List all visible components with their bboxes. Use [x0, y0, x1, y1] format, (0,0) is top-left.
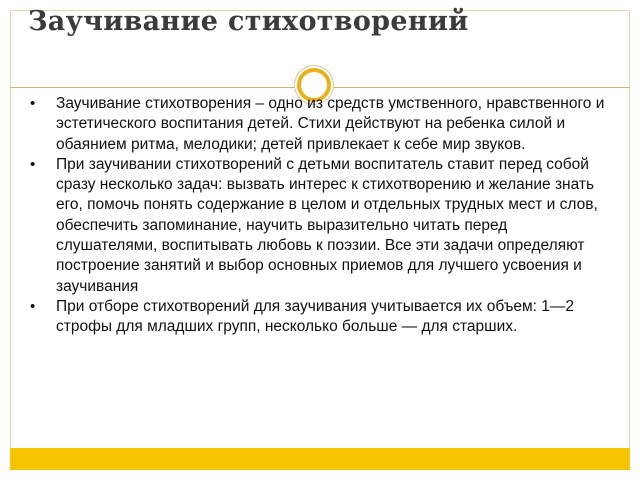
slide-title: Заучивание стихотворений [28, 6, 469, 37]
footer-accent-bar [10, 448, 630, 470]
bullet-list [30, 94, 610, 338]
list-item-text: При отборе стихотворений для заучивания учитывается их объем: 1—2 строфы для младших групп, несколько больше — для старших. [56, 297, 575, 336]
list-item [30, 297, 610, 338]
list-item [30, 94, 610, 155]
bullet-icon: • [30, 297, 36, 315]
bullet-icon: • [30, 95, 36, 112]
bullet-icon: • [30, 155, 36, 173]
list-item-text: Заучивание стихотворения – одно из средств умственного, нравственного и эстетического воспитания детей. Стихи действуют на ребенка силой и обаянием ритма, мелодики; детей привлекает к себе мир звуков. [56, 95, 605, 153]
list-item-text: При заучивании стихотворений с детьми воспитатель ставит перед собой сразу несколько задач: вызвать интерес к стихотворению и желание знать его, помочь понять содержание в целом и отдельных трудных мест и слов, обеспечить запоминание, научить выразительно читать перед слушателями, воспитывать любовь к поэзии. Все эти задачи определяют построение занятий и выбор основных приемов для лучшего усвоения и заучивания [56, 155, 598, 295]
list-item [30, 155, 610, 297]
